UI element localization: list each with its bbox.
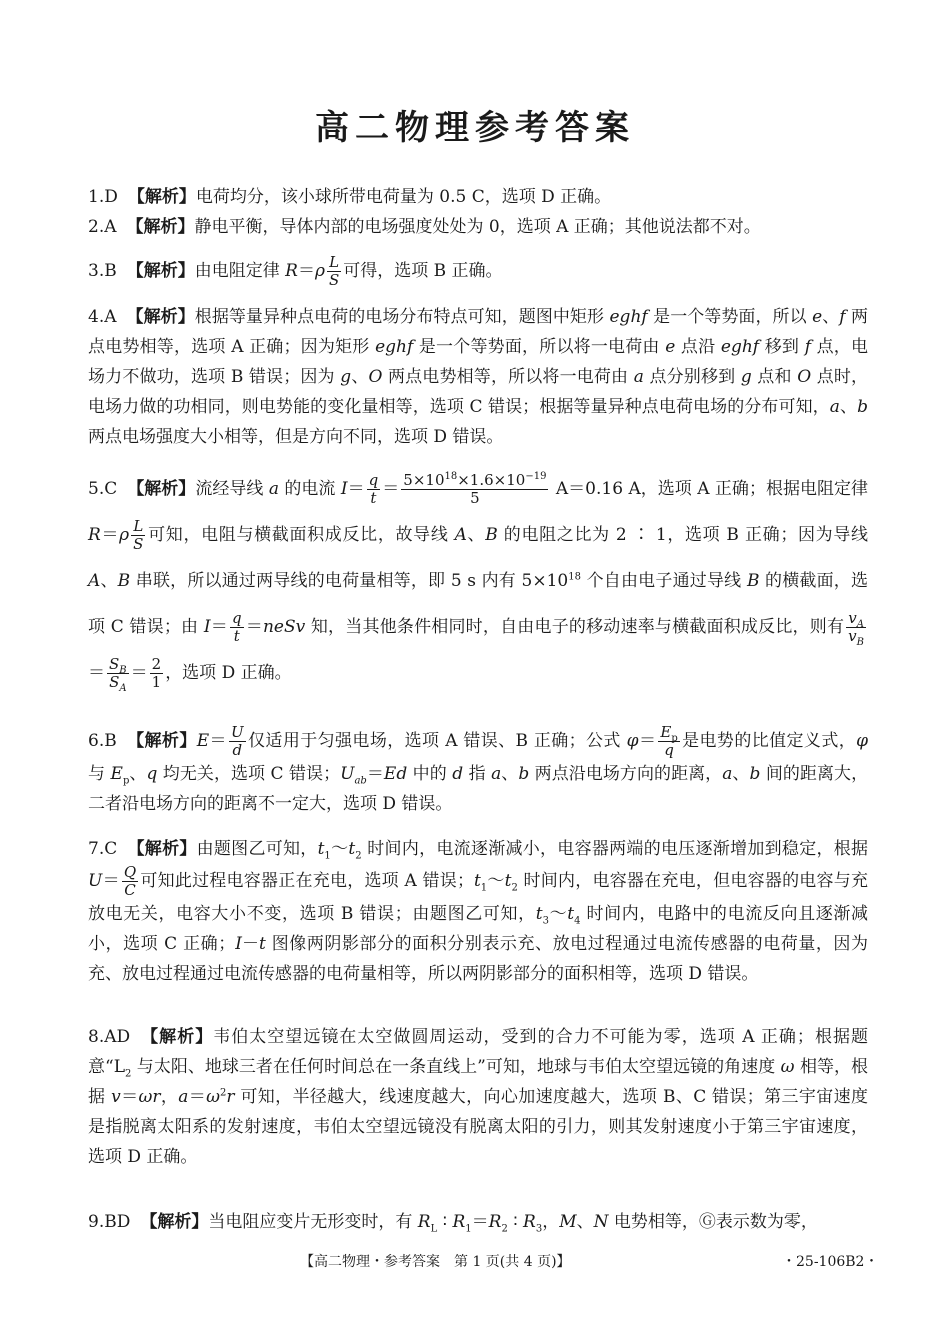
analysis-tag: 【解析】 (140, 1212, 209, 1232)
answer-number: 1.D (88, 187, 118, 207)
analysis-tag: 【解析】 (127, 839, 197, 859)
answer-1: 1.D 【解析】电荷均分，该小球所带电荷量为 0.5 C，选项 D 正确。 (88, 182, 868, 212)
fraction-sb-over-sa: $\frac{S_B}{S_A}$ (109, 655, 127, 694)
answer-4: 4.A 【解析】根据等量异种点电荷的电场分布特点可知，题图中矩形 eghf 是一个等势面，所以 e、f 两点电势相等，选项 A 正确；因为矩形 eghf 是一个等势面，所以将一电荷由 e 点沿 eghf 移到 f 点，电场力不做功，选项 B 错误；因为 g、O 两点电势相等，所以将一电荷由 a 点分别移到 g 点和 O 点时，电场力做的功相同，则电势能的变化量相等，选项 C 错误；根据等量异种点电荷电场的分布可知，a、b 两点电场强度大小相等，但是方向不同，选项 D 错误。 (88, 302, 868, 452)
answer-6: 6.B 【解析】E＝ $\frac{U}{d}$ 仅适用于匀强电场，选项 A 错误、B 正确；公式 φ＝ $\frac{E_p}{q}$ 是电势的比值定义式，φ 与 $E_p$、q 均无关，选项 C 错误；$U_{ab}=Ed$ 中的 d 指 a、b 两点沿电场方向的距离，a、b 间的距离大，二者沿电场方向的距离不一定大，选项 D 错误。 (88, 723, 869, 814)
answer-8: 8.AD 【解析】韦伯太空望远镜在太空做圆周运动，受到的合力不可能为零，选项 A 正确；根据题意“$L_2$ 与太阳、地球三者在任何时间总在一条直线上”可知，地球与韦伯太空望远镜的角速度 ω 相等，根据 v＝ωr，$a=\omega^2r$ 可知，半径越大，线速度越大，向心加速度越大，选项 B、C 错误；第三宇宙速度是指脱离太阳系的发射速度，韦伯太空望远镜没有脱离太阳的引力，则其发射速度小于第三宇宙速度，选项 D 正确。 (88, 1022, 868, 1172)
answer-number: 6.B (88, 731, 117, 751)
fraction-q-over-c: $\frac{Q}{C}$ (123, 863, 137, 899)
page-title: 高二物理参考答案 (315, 108, 635, 148)
fraction-q-over-t: $\frac{q}{t}$ (368, 471, 379, 507)
fraction-l-over-s: $\frac{L}{S}$ (328, 253, 340, 289)
answer-3: 3.B 【解析】由电阻定律 R＝ρ $\frac{L}{S}$ 可得，选项 B 正确。 (88, 253, 503, 289)
fraction-u-over-d: $\frac{U}{d}$ (230, 723, 244, 759)
answer-number: 2.A (88, 217, 117, 237)
analysis-tag: 【解析】 (126, 261, 195, 281)
fraction-current-calc: $\frac{5\times 10^{18}\times 1.6\times 10^{-19}}{5}$ (403, 471, 547, 507)
analysis-tag: 【解析】 (140, 1027, 214, 1047)
fraction-ep-over-q: $\frac{E_p}{q}$ (660, 723, 678, 759)
fraction-va-over-vb: $\frac{v_A}{v_B}$ (848, 609, 864, 648)
fraction-2-over-1: $\frac{2}{1}$ (151, 655, 162, 691)
analysis-tag: 【解析】 (126, 307, 195, 327)
fraction-q-over-t: $\frac{q}{t}$ (231, 609, 242, 645)
fraction-l-over-s: $\frac{L}{S}$ (133, 517, 144, 553)
answer-number: 9.BD (88, 1212, 131, 1232)
answer-number: 3.B (88, 261, 117, 281)
footer-page-info: 【高二物理・参考答案 第 1 页(共 4 页)】 (300, 1254, 571, 1270)
answer-number: 7.C (88, 839, 118, 859)
answer-number: 4.A (88, 307, 117, 327)
analysis-tag: 【解析】 (126, 217, 195, 237)
answer-5: 5.C 【解析】流经导线 a 的电流 I＝ $\frac{q}{t}$ ＝ $\frac{5\times 10^{18}\times 1.6\times 10^{-19}}{5}$ A＝0.16 A，选项 A 正确；根据电阻定律 R＝ρ $\frac{L}{S}$ 可知，电阻与横截面积成反比，故导线 A、B 的电阻之比为 2 ∶ 1，选项 B 正确；因为导线 A、B 串联，所以通过两导线的电荷量相等，即 5 s 内有 $5\times 10^{18}$ 个自由电子通过导线 B 的横截面，选项 C 错误；由 I＝ $\frac{q}{t}$ ＝neSv 知，当其他条件相同时，自由电子的移动速率与横截面积成反比，则有 $\frac{v_A}{v_B}$ ＝ $\frac{S_B}{S_A}$ ＝ $\frac{2}{1}$ ，选项 D 正确。 (88, 466, 868, 696)
analysis-tag: 【解析】 (127, 479, 196, 499)
footer-code: ・25-106B2・ (782, 1254, 879, 1270)
answer-7: 7.C 【解析】由题图乙可知，$t_1\sim t_2$ 时间内，电流逐渐减小，电容器两端的电压逐渐增加到稳定，根据 U＝ $\frac{Q}{C}$ 可知此过程电容器正在充电，选项 A 错误；$t_1\sim t_2$ 时间内，电容器在充电，但电容器的电容与充放电无关，电容大小不变，选项 B 错误；由题图乙可知，$t_3\sim t_4$ 时间内，电路中的电流反向且逐渐减小，选项 C 正确；I－t 图像两阴影部分的面积分别表示充、放电过程通过电流传感器的电荷量，因为充、放电过程通过电流传感器的电荷量相等，所以两阴影部分的面积相等，选项 D 错误。 (88, 834, 868, 989)
answer-9: 9.BD 【解析】当电阻应变片无形变时，有 $R_L$ ∶ $R_1=R_2$ ∶ $R_3$，M、N 电势相等，Ⓖ表示数为零， (88, 1207, 868, 1237)
answer-number: 5.C (88, 479, 118, 499)
answer-number: 8.AD (88, 1027, 131, 1047)
analysis-tag: 【解析】 (127, 187, 196, 207)
answer-2: 2.A 【解析】静电平衡，导体内部的电场强度处处为 0，选项 A 正确；其他说法都不对。 (88, 212, 868, 242)
analysis-tag: 【解析】 (126, 731, 197, 751)
